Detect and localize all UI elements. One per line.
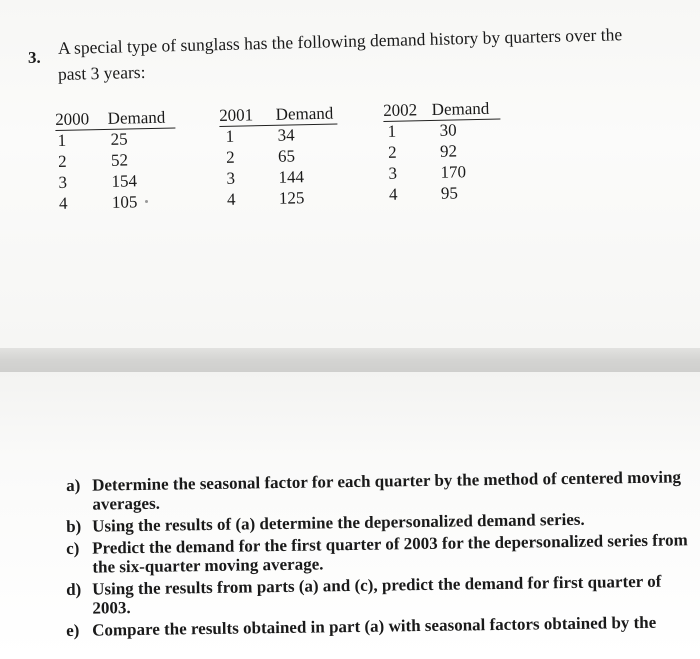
demand-cell: 30	[439, 120, 457, 140]
sub-question-label: d)	[66, 579, 82, 599]
demand-header: Demand	[431, 98, 490, 119]
stray-dot-mark	[145, 200, 148, 203]
page-fold-band	[0, 348, 700, 372]
quarter-cell: 2	[57, 151, 67, 171]
quarter-cell: 4	[388, 184, 398, 204]
demand-cell: 154	[111, 171, 138, 191]
demand-cell: 34	[277, 125, 295, 145]
quarter-cell: 2	[225, 147, 235, 167]
sub-questions-list	[66, 467, 696, 643]
demand-table-2000	[55, 107, 166, 213]
demand-table-2001	[219, 103, 334, 209]
demand-column	[277, 125, 304, 210]
quarter-column	[57, 131, 67, 215]
demand-cell: 25	[110, 129, 128, 149]
demand-table-2002	[383, 98, 490, 204]
sub-question-text: Compare the results obtained in part (a) with seasonal factors obtained by the	[91, 612, 657, 640]
question-text-line-1: A special type of sunglass has the following demand history by quarters over the	[57, 24, 623, 58]
year-header: 2000	[55, 109, 90, 129]
sub-question-label: b)	[66, 516, 82, 536]
demand-cell: 125	[278, 188, 305, 208]
quarter-cell: 3	[58, 172, 68, 192]
demand-header: Demand	[275, 103, 334, 124]
quarter-cell: 1	[57, 130, 67, 150]
demand-cell: 95	[440, 183, 459, 203]
sub-question-label: e)	[66, 620, 80, 640]
year-header: 2001	[219, 105, 254, 125]
quarter-cell: 4	[58, 193, 68, 213]
demand-column	[110, 129, 137, 214]
question-text-line-2: past 3 years:	[57, 61, 146, 84]
demand-cell: 52	[110, 150, 129, 170]
quarter-cell: 1	[387, 121, 397, 141]
quarter-cell: 3	[388, 163, 398, 183]
demand-column	[439, 120, 466, 205]
year-header: 2002	[383, 100, 418, 120]
demand-cell: 105	[111, 192, 138, 212]
sub-question-text: Predict the demand for the first quarter of 2003 for the depersonalized series from the six-quarter moving average.	[91, 530, 688, 577]
quarter-cell: 1	[225, 126, 235, 146]
quarter-column	[387, 122, 397, 206]
question-number: 3.	[28, 48, 41, 67]
quarter-column	[225, 127, 235, 211]
quarter-cell: 4	[226, 189, 236, 209]
sub-question-text: Using the results of (a) determine the depersonalized demand series.	[91, 509, 585, 536]
table-header	[383, 99, 489, 122]
sub-question-label: a)	[66, 475, 81, 495]
sub-question-d	[66, 571, 696, 618]
sub-question-a	[66, 467, 696, 514]
sub-question-text: Using the results from parts (a) and (c), predict the demand for first quarter of 2003.	[91, 571, 662, 618]
sub-question-label: c)	[66, 538, 80, 558]
sub-question-text: Determine the seasonal factor for each quarter by the method of centered moving averages.	[91, 467, 682, 514]
sub-question-c	[66, 530, 696, 577]
quarter-cell: 2	[387, 142, 397, 162]
quarter-cell: 3	[226, 168, 236, 188]
demand-header: Demand	[107, 107, 166, 128]
demand-cell: 144	[278, 167, 305, 187]
demand-cell: 170	[440, 162, 467, 182]
demand-cell: 92	[439, 141, 458, 161]
demand-cell: 65	[277, 146, 296, 166]
